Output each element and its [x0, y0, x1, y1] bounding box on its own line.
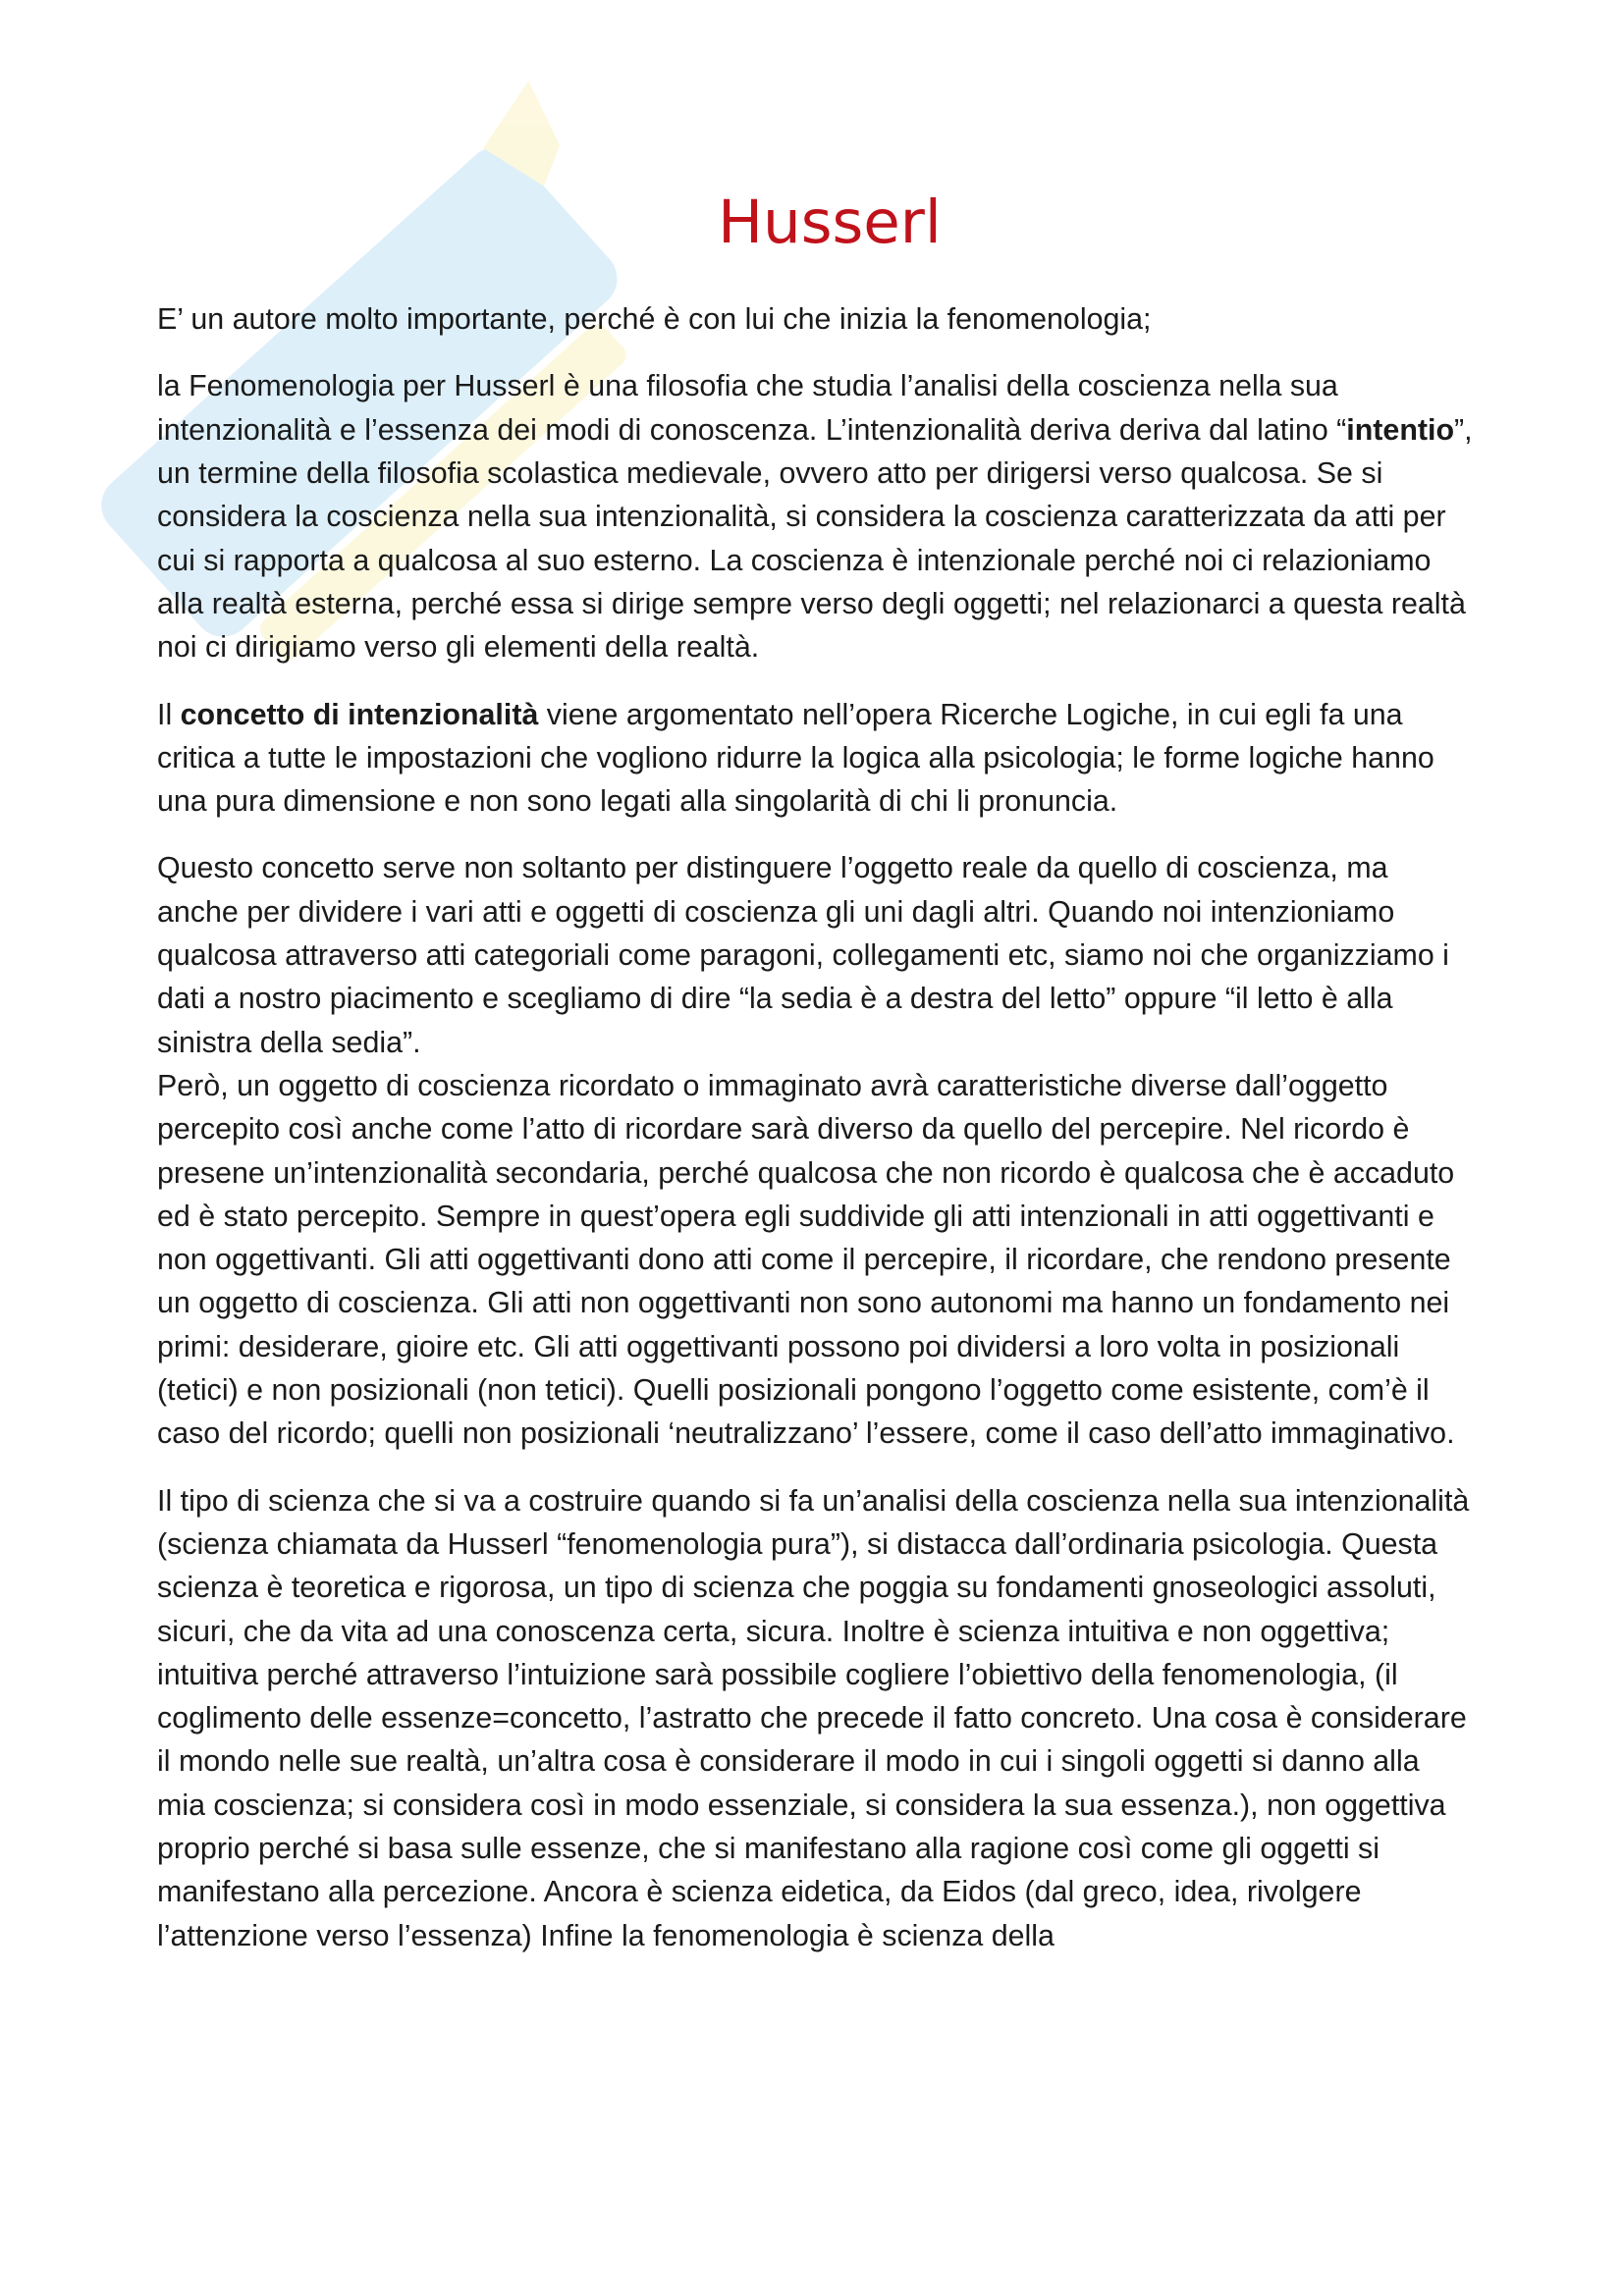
paragraph-object: Questo concetto serve non soltanto per distinguere l’oggetto reale da quello di coscienza, ma anche per dividere i vari atti e oggetti di coscienza gli uni dagli altri. Quando noi intenzioniamo qualcosa attraverso atti categoriali come paragoni, collegamenti etc, siamo noi che organizziamo i dati a nostro piacimento e scegliamo di dire “la sedia è a destra del letto” oppure “il letto è alla sinistra della sedia”. — [157, 851, 1449, 1059]
paragraph-definition — [157, 364, 1473, 668]
paragraph-science: Il tipo di scienza che si va a costruire quando si fa un’analisi della coscienza nella sua intenzionalità (scienza chiamata da Husserl “fenomenologia pura”), si distacca dall’ordinaria psicologia. Questa scienza è teoretica e rigorosa, un tipo di scienza che poggia su fondamenti gnoseologici assoluti, sicuri, che da vita ad una conoscenza certa, sicura. Inoltre è scienza intuitiva e non oggettiva; intuitiva perché attraverso l’intuizione sarà possibile cogliere l’obiettivo della fenomenologia, (il coglimento delle essenze=concetto, l’astratto che precede il fatto concreto. Una cosa è considerare il mondo nelle sue realtà, un’altra cosa è considerare il modo in cui i singoli oggetti si danno alla mia coscienza; si considera così in modo essenziale, si considera la sua essenza.), non oggettiva proprio perché si basa sulle essenze, che si manifestano alla ragione così come gli oggetti si manifestano alla percezione. Ancora è scienza eidetica, da Eidos (dal greco, idea, rivolgere l’attenzione verso l’essenza) Infine la fenomenologia è scienza della — [157, 1483, 1470, 1952]
text-run: ”, un termine della filosofia scolastica medievale, ovvero atto per dirigersi verso qualcosa. Se si considera la coscienza nella sua intenzionalità, si considera la coscienza caratterizzata da atti per cui si rapporta a qualcosa al suo esterno. La coscienza è intenzionale perché noi ci relazioniamo alla realtà esterna, perché essa si dirige sempre verso degli oggetti; nel relazionarci a questa realtà noi ci dirigiamo verso gli elementi della realtà. — [157, 412, 1473, 665]
bold-term-concetto: concetto di intenzionalità — [180, 697, 539, 731]
text-run: Il — [157, 697, 181, 731]
document-page — [157, 187, 1473, 1981]
paragraph-acts: Però, un oggetto di coscienza ricordato o immaginato avrà caratteristiche diverse dall’oggetto percepito così anche come l’atto di ricordare sarà diverso da quello del percepire. Nel ricordo è presene un’intenzionalità secondaria, perché qualcosa che non ricordo è qualcosa che è accaduto ed è stato percepito. Sempre in quest’opera egli suddivide gli atti intenzionali in atti oggettivanti e non oggettivanti. Gli atti oggettivanti dono atti come il percepire, il ricordare, che rendono presente un oggetto di coscienza. Gli atti non oggettivanti non sono autonomi ma hanno un fondamento nei primi: desiderare, gioire etc. Gli atti oggettivanti possono poi dividersi a loro volta in posizionali (tetici) e non posizionali (non tetici). Quelli posizionali pongono l’oggetto come esistente, com’è il caso del ricordo; quelli non posizionali ‘neutralizzano’ l’essere, come il caso dell’atto immaginativo. — [157, 1068, 1455, 1451]
bold-term-intentio: intentio — [1346, 412, 1455, 447]
paragraph-concept — [157, 693, 1473, 824]
text-run: viene argomentato nell’opera Ricerche Logiche, in cui egli fa una critica a tutte le impostazioni che vogliono ridurre la logica alla psicologia; le forme logiche hanno una pura dimensione e non sono legati alla singolarità di chi li pronuncia. — [157, 697, 1434, 819]
paragraph-intro: E’ un autore molto importante, perché è con lui che inizia la fenomenologia; — [157, 302, 1152, 337]
text-run: la Fenomenologia per Husserl è una filosofia che studia l’analisi della coscienza nella sua intenzionalità e l’essenza dei modi di conoscenza. L’intenzionalità deriva deriva dal latino “ — [157, 369, 1347, 447]
page-title: Husserl — [718, 187, 942, 257]
